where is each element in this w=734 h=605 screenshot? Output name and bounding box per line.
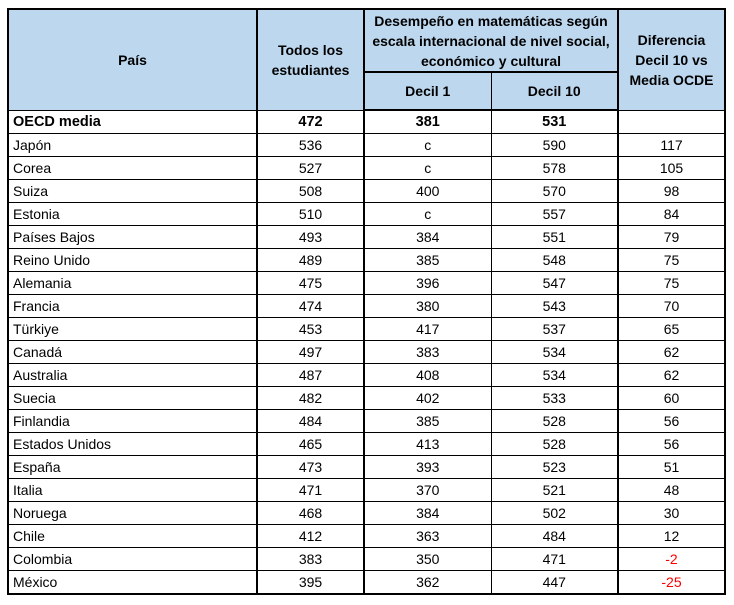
cell-decile1: c [364, 157, 491, 180]
cell-difference: 84 [618, 203, 725, 226]
table-row [8, 502, 725, 525]
cell-decile10: 543 [491, 295, 618, 318]
table-row [8, 456, 725, 479]
cell-country: Finlandia [8, 410, 257, 433]
table-row [8, 433, 725, 456]
table-row [8, 387, 725, 410]
table-row [8, 203, 725, 226]
cell-decile1: 396 [364, 272, 491, 295]
header-all-students: Todos los estudiantes [257, 9, 364, 110]
cell-decile10: 578 [491, 157, 618, 180]
table-row [8, 272, 725, 295]
cell-all-students: 489 [257, 249, 364, 272]
cell-country: Suiza [8, 180, 257, 203]
cell-decile10: 447 [491, 571, 618, 595]
cell-all-students: 471 [257, 479, 364, 502]
cell-country: Reino Unido [8, 249, 257, 272]
header-decile1: Decil 1 [364, 72, 491, 110]
cell-difference: 75 [618, 272, 725, 295]
cell-difference: 79 [618, 226, 725, 249]
cell-country: México [8, 571, 257, 595]
cell-all-students: 536 [257, 134, 364, 157]
cell-all-students: 527 [257, 157, 364, 180]
cell-decile10: 528 [491, 433, 618, 456]
cell-all-students: 468 [257, 502, 364, 525]
cell-decile1: 380 [364, 295, 491, 318]
header-country: País [8, 9, 257, 110]
cell-difference: 30 [618, 502, 725, 525]
table-row [8, 410, 725, 433]
cell-decile10: 534 [491, 364, 618, 387]
table-body [8, 110, 725, 594]
cell-decile1: 363 [364, 525, 491, 548]
cell-country: Japón [8, 134, 257, 157]
cell-decile10: 548 [491, 249, 618, 272]
cell-decile10: 551 [491, 226, 618, 249]
cell-decile10: 471 [491, 548, 618, 571]
cell-decile1: 385 [364, 410, 491, 433]
table-row [8, 364, 725, 387]
cell-decile10: 523 [491, 456, 618, 479]
cell-difference: 98 [618, 180, 725, 203]
cell-decile10: 521 [491, 479, 618, 502]
table-row-oecd-average [8, 110, 725, 134]
cell-decile10: 484 [491, 525, 618, 548]
cell-difference: -2 [618, 548, 725, 571]
table-row [8, 226, 725, 249]
cell-difference: 117 [618, 134, 725, 157]
cell-all-students: 484 [257, 410, 364, 433]
cell-all-students: 487 [257, 364, 364, 387]
cell-all-students: 465 [257, 433, 364, 456]
cell-country: Colombia [8, 548, 257, 571]
cell-decile1: 370 [364, 479, 491, 502]
math-performance-table [7, 8, 726, 595]
cell-decile10: 528 [491, 410, 618, 433]
cell-decile10: 590 [491, 134, 618, 157]
cell-decile10: 534 [491, 341, 618, 364]
table-row [8, 548, 725, 571]
cell-decile1: 402 [364, 387, 491, 410]
cell-difference: 60 [618, 387, 725, 410]
cell-difference: 62 [618, 364, 725, 387]
cell-difference: 70 [618, 295, 725, 318]
cell-all-students: 412 [257, 525, 364, 548]
cell-difference: 48 [618, 479, 725, 502]
cell-country: Alemania [8, 272, 257, 295]
cell-country: Estados Unidos [8, 433, 257, 456]
cell-country: Chile [8, 525, 257, 548]
cell-all-students: 493 [257, 226, 364, 249]
cell-all-students: 475 [257, 272, 364, 295]
cell-decile1: 384 [364, 226, 491, 249]
cell-country: Canadá [8, 341, 257, 364]
table-header [8, 9, 725, 110]
table-row [8, 341, 725, 364]
cell-decile10: 557 [491, 203, 618, 226]
cell-difference: 62 [618, 341, 725, 364]
cell-all-students: 472 [257, 110, 364, 134]
header-decile10: Decil 10 [491, 72, 618, 110]
cell-decile1: 350 [364, 548, 491, 571]
cell-country: Corea [8, 157, 257, 180]
cell-decile1: 381 [364, 110, 491, 134]
cell-all-students: 508 [257, 180, 364, 203]
cell-all-students: 473 [257, 456, 364, 479]
cell-country: Noruega [8, 502, 257, 525]
cell-all-students: 482 [257, 387, 364, 410]
cell-decile10: 547 [491, 272, 618, 295]
cell-decile10: 537 [491, 318, 618, 341]
cell-all-students: 383 [257, 548, 364, 571]
cell-decile1: 362 [364, 571, 491, 595]
table-row [8, 249, 725, 272]
cell-country: Türkiye [8, 318, 257, 341]
cell-decile1: 417 [364, 318, 491, 341]
table-row [8, 318, 725, 341]
header-difference: Diferencia Decil 10 vs Media OCDE [618, 9, 725, 110]
cell-difference: 56 [618, 410, 725, 433]
cell-decile1: 384 [364, 502, 491, 525]
cell-all-students: 453 [257, 318, 364, 341]
cell-decile1: c [364, 134, 491, 157]
table-row [8, 525, 725, 548]
cell-decile10: 533 [491, 387, 618, 410]
cell-decile10: 531 [491, 110, 618, 134]
cell-difference: 56 [618, 433, 725, 456]
table-row [8, 134, 725, 157]
cell-country: Francia [8, 295, 257, 318]
cell-decile1: 393 [364, 456, 491, 479]
cell-country: Australia [8, 364, 257, 387]
cell-decile1: 400 [364, 180, 491, 203]
cell-difference: 65 [618, 318, 725, 341]
cell-country: Países Bajos [8, 226, 257, 249]
table-row [8, 571, 725, 595]
cell-difference: 12 [618, 525, 725, 548]
cell-decile1: 383 [364, 341, 491, 364]
cell-difference: 105 [618, 157, 725, 180]
cell-decile10: 502 [491, 502, 618, 525]
cell-decile1: 408 [364, 364, 491, 387]
cell-country: Suecia [8, 387, 257, 410]
cell-decile1: c [364, 203, 491, 226]
cell-all-students: 510 [257, 203, 364, 226]
cell-all-students: 474 [257, 295, 364, 318]
cell-difference [618, 110, 725, 134]
cell-decile1: 413 [364, 433, 491, 456]
cell-country: España [8, 456, 257, 479]
table-row [8, 157, 725, 180]
cell-country: Italia [8, 479, 257, 502]
table-row [8, 295, 725, 318]
cell-country: Estonia [8, 203, 257, 226]
cell-country: OECD media [8, 110, 257, 134]
cell-all-students: 497 [257, 341, 364, 364]
header-performance: Desempeño en matemáticas según escala internacional de nivel social, económico y cultural [364, 9, 618, 72]
cell-difference: -25 [618, 571, 725, 595]
cell-difference: 51 [618, 456, 725, 479]
table-row [8, 479, 725, 502]
cell-difference: 75 [618, 249, 725, 272]
cell-all-students: 395 [257, 571, 364, 595]
table-row [8, 180, 725, 203]
cell-decile1: 385 [364, 249, 491, 272]
cell-decile10: 570 [491, 180, 618, 203]
